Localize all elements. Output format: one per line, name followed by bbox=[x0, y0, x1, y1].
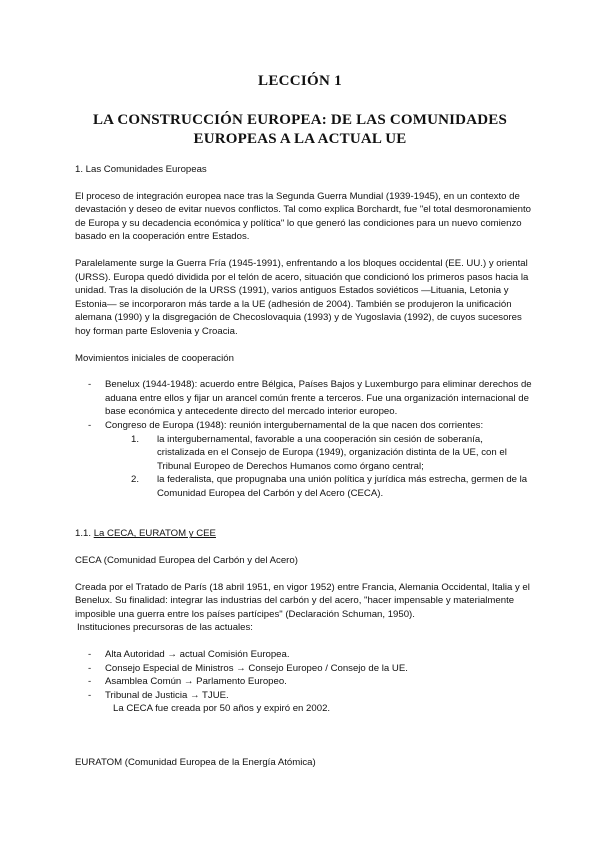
institution-item bbox=[75, 689, 533, 703]
movement-item-text: Congreso de Europa (1948): reunión intergubernamental de la que nacen dos corrientes: bbox=[105, 419, 484, 431]
ceca-heading: CECA (Comunidad Europea del Carbón y del Acero) bbox=[75, 555, 298, 567]
institution-item bbox=[75, 675, 533, 689]
institution-item bbox=[75, 648, 533, 662]
movement-item-benelux bbox=[75, 378, 533, 419]
section-1-1-number: 1.1. bbox=[75, 528, 92, 540]
institution-item bbox=[75, 662, 533, 676]
section-1-heading: 1. Las Comunidades Europeas bbox=[75, 164, 207, 175]
current-item-federalista bbox=[127, 473, 533, 500]
movements-heading: Movimientos iniciales de cooperación bbox=[75, 352, 234, 364]
current-item-text: la federalista, que propugnaba una unión política y jurídica más estrecha, germen de la Comunidad Europea del Carbón y del Acero (CECA). bbox=[157, 474, 528, 499]
movements-list bbox=[75, 378, 533, 500]
ceca-note: La CECA fue creada por 50 años y expiró en 2002. bbox=[113, 703, 331, 715]
institution-item-text: Alta Autoridad → actual Comisión Europea. bbox=[105, 649, 290, 661]
institution-item-text: Consejo Especial de Ministros → Consejo Europeo / Consejo de la UE. bbox=[105, 662, 408, 674]
document-body bbox=[75, 163, 533, 770]
section-1-1-title: La CECA, EURATOM y CEE bbox=[93, 528, 216, 540]
euratom-heading: EURATOM (Comunidad Europea de la Energía Atómica) bbox=[75, 757, 316, 768]
current-item-intergubernamental bbox=[127, 433, 533, 474]
current-item-text: la intergubernamental, favorable a una cooperación sin cesión de soberanía, cristalizada en el Consejo de Europa (1949), organización distinta de la UE, con el Tribunal Europeo de Derechos Humanos como órgano central; bbox=[157, 433, 507, 472]
institution-item-text: Tribunal de Justicia → TJUE. bbox=[105, 689, 229, 701]
ceca-paragraph: Creada por el Tratado de París (18 abril 1951, en vigor 1952) entre Francia, Alemania Occidental, Italia y el Benelux. Su finalidad: integrar las industrias del carbón y del acero, "hacer impensable y materialmente imposible una guerra entre los países partícipes" (Declaración Schuman, 1950). bbox=[75, 581, 530, 620]
movement-item-text: Benelux (1944-1948): acuerdo entre Bélgica, Países Bajos y Luxemburgo para eliminar derechos de aduana entre ellos y fijar un arancel común frente a terceros. Fue una organización internacional de base económica y antecedente directo del mercado interior europeo. bbox=[105, 379, 532, 418]
section-1-paragraph-1: El proceso de integración europea nace tras la Segunda Guerra Mundial (1939-1945), en un contexto de devastación y deseo de evitar nuevos conflictos. Tal como explica Borchardt, fue "el total desmoronamiento de Europa y su decadencia económica y política" lo que generó las condiciones para un nuevo comienzo basado en la cooperación entre Estados. bbox=[75, 190, 531, 243]
section-1-paragraph-2: Paralelamente surge la Guerra Fría (1945-1991), enfrentando a los bloques occidental (EE. UU.) y oriental (URSS). Europa quedó dividida por el telón de acero, situación que condicionó los primeros pasos hacia la unidad. Tras la disolución de la URSS (1991), varios antiguos Estados soviéticos —Lituania, Letonia y Estonia— se incorporaron más tarde a la UE (adhesión de 2004). También se produjeron la unificación alemana (1990) y la disgregación de Checoslovaquia (1993) y de Yugoslavia (1992), de cuyos sucesores hoy forman parte Eslovenia y Croacia. bbox=[75, 257, 529, 337]
section-1-1-heading bbox=[75, 527, 533, 541]
movement-item-congreso bbox=[75, 419, 533, 501]
current-item-number: 1. bbox=[131, 433, 140, 445]
institution-item-text: Asamblea Común → Parlamento Europeo. bbox=[105, 676, 287, 688]
institutions-heading: Instituciones precursoras de las actuales: bbox=[77, 622, 253, 634]
lesson-title: LECCIÓN 1 bbox=[258, 73, 342, 89]
current-item-number: 2. bbox=[131, 474, 140, 486]
institutions-list bbox=[75, 648, 533, 702]
main-title: LA CONSTRUCCIÓN EUROPEA: DE LAS COMUNIDADES EUROPEAS A LA ACTUAL UE bbox=[92, 112, 508, 147]
currents-list bbox=[105, 433, 533, 501]
